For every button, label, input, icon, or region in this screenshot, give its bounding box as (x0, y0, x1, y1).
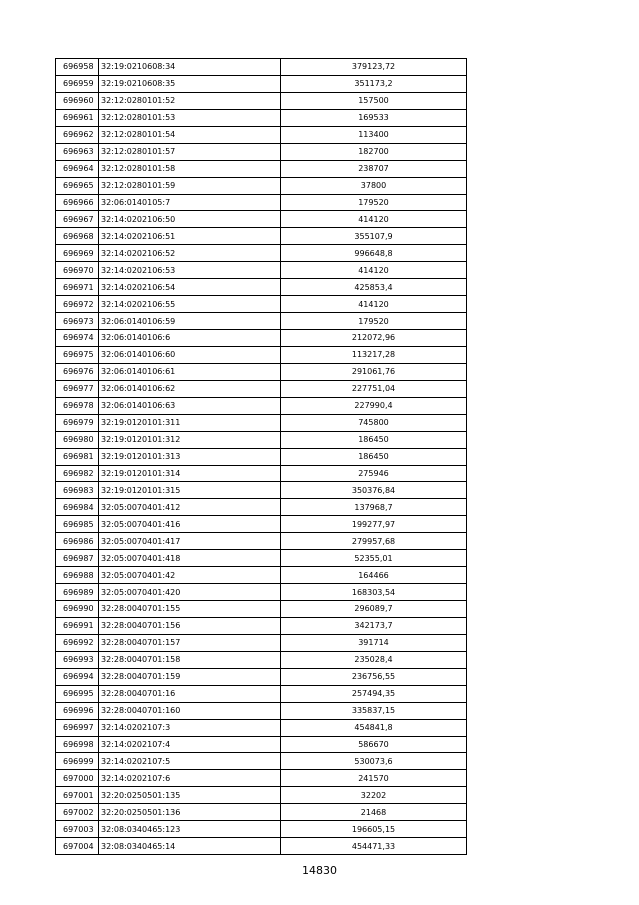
cadastral-number-cell: 32:28:0040701:157 (99, 634, 281, 651)
table-row (56, 143, 467, 160)
cadastral-number-cell: 32:14:0202107:6 (99, 770, 281, 787)
value-cell: 586670 (281, 736, 467, 753)
table-row (56, 313, 467, 330)
row-id-cell: 696967 (56, 211, 99, 228)
value-cell: 414120 (281, 211, 467, 228)
row-id-cell: 696958 (56, 59, 99, 76)
value-cell: 32202 (281, 787, 467, 804)
table-row (56, 228, 467, 245)
value-cell: 291061,76 (281, 363, 467, 380)
row-id-cell: 696987 (56, 550, 99, 567)
table-row (56, 363, 467, 380)
row-id-cell: 696975 (56, 346, 99, 363)
table-row (56, 787, 467, 804)
value-cell: 168303,54 (281, 584, 467, 601)
table-row (56, 533, 467, 550)
value-cell: 350376,84 (281, 482, 467, 499)
cadastral-number-cell: 32:19:0120101:313 (99, 448, 281, 465)
value-cell: 241570 (281, 770, 467, 787)
page-number: 14830 (302, 864, 337, 877)
row-id-cell: 696969 (56, 245, 99, 262)
table-row (56, 330, 467, 347)
row-id-cell: 696968 (56, 228, 99, 245)
table-row (56, 380, 467, 397)
table-row (56, 499, 467, 516)
cadastral-number-cell: 32:06:0140106:62 (99, 380, 281, 397)
row-id-cell: 696961 (56, 109, 99, 126)
row-id-cell: 697002 (56, 804, 99, 821)
table-row (56, 397, 467, 414)
table-row (56, 126, 467, 143)
table-row (56, 92, 467, 109)
row-id-cell: 696962 (56, 126, 99, 143)
value-cell: 454841,8 (281, 719, 467, 736)
row-id-cell: 696966 (56, 194, 99, 211)
cadastral-number-cell: 32:28:0040701:158 (99, 651, 281, 668)
cadastral-number-cell: 32:05:0070401:412 (99, 499, 281, 516)
cadastral-number-cell: 32:14:0202106:52 (99, 245, 281, 262)
value-cell: 355107,9 (281, 228, 467, 245)
value-cell: 186450 (281, 431, 467, 448)
value-cell: 236756,55 (281, 668, 467, 685)
cadastral-number-cell: 32:12:0280101:58 (99, 160, 281, 177)
cadastral-number-cell: 32:06:0140106:6 (99, 330, 281, 347)
row-id-cell: 696994 (56, 668, 99, 685)
row-id-cell: 696974 (56, 330, 99, 347)
row-id-cell: 697003 (56, 821, 99, 838)
table-row (56, 109, 467, 126)
table-row (56, 516, 467, 533)
table-row (56, 59, 467, 76)
value-cell: 212072,96 (281, 330, 467, 347)
table-body (56, 59, 467, 855)
cadastral-number-cell: 32:12:0280101:59 (99, 177, 281, 194)
value-cell: 164466 (281, 567, 467, 584)
table-row (56, 685, 467, 702)
row-id-cell: 696982 (56, 465, 99, 482)
value-cell: 227990,4 (281, 397, 467, 414)
table-row (56, 262, 467, 279)
cadastral-number-cell: 32:28:0040701:155 (99, 601, 281, 618)
value-cell: 169533 (281, 109, 467, 126)
row-id-cell: 696960 (56, 92, 99, 109)
row-id-cell: 696985 (56, 516, 99, 533)
value-cell: 996648,8 (281, 245, 467, 262)
table-row (56, 651, 467, 668)
value-cell: 179520 (281, 313, 467, 330)
row-id-cell: 696973 (56, 313, 99, 330)
cadastral-number-cell: 32:05:0070401:420 (99, 584, 281, 601)
value-cell: 279957,68 (281, 533, 467, 550)
table-row (56, 736, 467, 753)
value-cell: 414120 (281, 262, 467, 279)
cadastral-number-cell: 32:05:0070401:416 (99, 516, 281, 533)
value-cell: 113400 (281, 126, 467, 143)
table-row (56, 279, 467, 296)
table-row (56, 346, 467, 363)
cadastral-number-cell: 32:28:0040701:16 (99, 685, 281, 702)
table-row (56, 550, 467, 567)
value-cell: 199277,97 (281, 516, 467, 533)
table-row (56, 617, 467, 634)
row-id-cell: 697004 (56, 838, 99, 855)
row-id-cell: 696977 (56, 380, 99, 397)
row-id-cell: 696959 (56, 75, 99, 92)
value-cell: 227751,04 (281, 380, 467, 397)
value-cell: 296089,7 (281, 601, 467, 618)
value-cell: 391714 (281, 634, 467, 651)
row-id-cell: 696986 (56, 533, 99, 550)
cadastral-number-cell: 32:19:0210608:34 (99, 59, 281, 76)
row-id-cell: 696981 (56, 448, 99, 465)
value-cell: 351173,2 (281, 75, 467, 92)
cadastral-number-cell: 32:12:0280101:52 (99, 92, 281, 109)
table-row (56, 770, 467, 787)
value-cell: 238707 (281, 160, 467, 177)
row-id-cell: 696997 (56, 719, 99, 736)
table-row (56, 821, 467, 838)
table-row (56, 601, 467, 618)
row-id-cell: 696964 (56, 160, 99, 177)
value-cell: 335837,15 (281, 702, 467, 719)
value-cell: 52355,01 (281, 550, 467, 567)
table-row (56, 160, 467, 177)
cadastral-number-cell: 32:28:0040701:156 (99, 617, 281, 634)
cadastral-number-cell: 32:14:0202106:51 (99, 228, 281, 245)
row-id-cell: 696980 (56, 431, 99, 448)
row-id-cell: 696999 (56, 753, 99, 770)
cadastral-number-cell: 32:14:0202106:53 (99, 262, 281, 279)
value-cell: 157500 (281, 92, 467, 109)
cadastral-number-cell: 32:06:0140106:60 (99, 346, 281, 363)
cadastral-number-cell: 32:14:0202106:50 (99, 211, 281, 228)
value-cell: 275946 (281, 465, 467, 482)
cadastral-number-cell: 32:12:0280101:54 (99, 126, 281, 143)
cadastral-number-cell: 32:05:0070401:417 (99, 533, 281, 550)
table-row (56, 211, 467, 228)
table-row (56, 702, 467, 719)
row-id-cell: 696976 (56, 363, 99, 380)
table-row (56, 838, 467, 855)
cadastral-number-cell: 32:08:0340465:14 (99, 838, 281, 855)
row-id-cell: 696992 (56, 634, 99, 651)
cadastral-number-cell: 32:28:0040701:159 (99, 668, 281, 685)
cadastral-number-cell: 32:14:0202107:5 (99, 753, 281, 770)
cadastral-number-cell: 32:19:0120101:315 (99, 482, 281, 499)
row-id-cell: 696998 (56, 736, 99, 753)
value-cell: 454471,33 (281, 838, 467, 855)
cadastral-number-cell: 32:28:0040701:160 (99, 702, 281, 719)
value-cell: 257494,35 (281, 685, 467, 702)
table-row (56, 448, 467, 465)
cadastral-number-cell: 32:14:0202107:3 (99, 719, 281, 736)
cadastral-number-cell: 32:06:0140105:7 (99, 194, 281, 211)
cadastral-number-cell: 32:20:0250501:136 (99, 804, 281, 821)
value-cell: 137968,7 (281, 499, 467, 516)
cadastral-number-cell: 32:05:0070401:42 (99, 567, 281, 584)
row-id-cell: 696990 (56, 601, 99, 618)
row-id-cell: 696963 (56, 143, 99, 160)
cadastral-number-cell: 32:12:0280101:57 (99, 143, 281, 160)
row-id-cell: 696984 (56, 499, 99, 516)
cadastral-number-cell: 32:06:0140106:63 (99, 397, 281, 414)
value-cell: 414120 (281, 296, 467, 313)
table-row (56, 584, 467, 601)
table-row (56, 804, 467, 821)
cadastral-number-cell: 32:05:0070401:418 (99, 550, 281, 567)
table-row (56, 177, 467, 194)
row-id-cell: 696972 (56, 296, 99, 313)
value-cell: 179520 (281, 194, 467, 211)
table-row (56, 245, 467, 262)
cadastral-number-cell: 32:19:0120101:312 (99, 431, 281, 448)
row-id-cell: 697000 (56, 770, 99, 787)
cadastral-number-cell: 32:19:0120101:314 (99, 465, 281, 482)
row-id-cell: 696991 (56, 617, 99, 634)
row-id-cell: 696996 (56, 702, 99, 719)
value-cell: 235028,4 (281, 651, 467, 668)
cadastral-number-cell: 32:20:0250501:135 (99, 787, 281, 804)
table-row (56, 465, 467, 482)
value-cell: 745800 (281, 414, 467, 431)
value-cell: 186450 (281, 448, 467, 465)
cadastral-number-cell: 32:06:0140106:61 (99, 363, 281, 380)
value-cell: 379123,72 (281, 59, 467, 76)
table-row (56, 482, 467, 499)
table-row (56, 75, 467, 92)
table-row (56, 719, 467, 736)
cadastral-number-cell: 32:14:0202106:54 (99, 279, 281, 296)
cadastral-number-cell: 32:14:0202106:55 (99, 296, 281, 313)
cadastral-number-cell: 32:14:0202107:4 (99, 736, 281, 753)
value-cell: 21468 (281, 804, 467, 821)
row-id-cell: 696989 (56, 584, 99, 601)
table-row (56, 414, 467, 431)
table-row (56, 753, 467, 770)
cadastral-number-cell: 32:06:0140106:59 (99, 313, 281, 330)
table-row (56, 194, 467, 211)
value-cell: 425853,4 (281, 279, 467, 296)
value-cell: 113217,28 (281, 346, 467, 363)
table-row (56, 668, 467, 685)
row-id-cell: 696978 (56, 397, 99, 414)
table-row (56, 567, 467, 584)
row-id-cell: 696988 (56, 567, 99, 584)
value-cell: 196605,15 (281, 821, 467, 838)
value-cell: 182700 (281, 143, 467, 160)
row-id-cell: 696965 (56, 177, 99, 194)
cadastral-number-cell: 32:12:0280101:53 (99, 109, 281, 126)
value-cell: 342173,7 (281, 617, 467, 634)
table-row (56, 296, 467, 313)
row-id-cell: 697001 (56, 787, 99, 804)
cadastral-number-cell: 32:19:0120101:311 (99, 414, 281, 431)
value-cell: 530073,6 (281, 753, 467, 770)
cadastral-number-cell: 32:08:0340465:123 (99, 821, 281, 838)
cadastral-number-cell: 32:19:0210608:35 (99, 75, 281, 92)
row-id-cell: 696971 (56, 279, 99, 296)
row-id-cell: 696983 (56, 482, 99, 499)
row-id-cell: 696979 (56, 414, 99, 431)
row-id-cell: 696970 (56, 262, 99, 279)
row-id-cell: 696995 (56, 685, 99, 702)
data-table (55, 58, 467, 855)
table-row (56, 431, 467, 448)
row-id-cell: 696993 (56, 651, 99, 668)
value-cell: 37800 (281, 177, 467, 194)
table-row (56, 634, 467, 651)
